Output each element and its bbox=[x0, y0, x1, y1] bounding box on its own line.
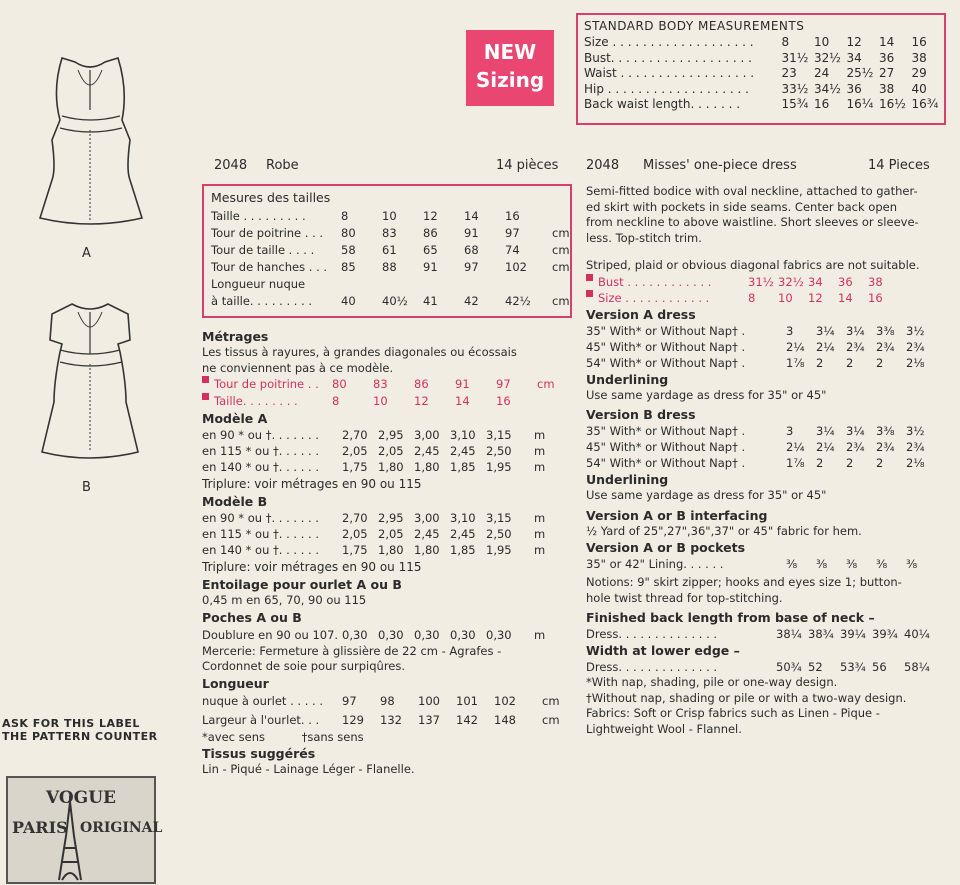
row-value: 0,30 bbox=[414, 627, 440, 642]
row-unit: cm bbox=[537, 377, 555, 391]
row-value: 80 bbox=[332, 377, 347, 391]
row-value: 1,85 bbox=[450, 543, 476, 557]
row-value: 16 bbox=[868, 290, 883, 305]
table-row bbox=[202, 626, 572, 644]
fr-mesures-table bbox=[211, 208, 570, 310]
table-row bbox=[202, 376, 572, 393]
row-value: 2,50 bbox=[486, 527, 512, 541]
standard-row bbox=[584, 97, 944, 113]
row-value: 32½ bbox=[778, 274, 804, 289]
row-label: en 115 * ou †. . . . . . bbox=[202, 444, 319, 458]
row-value: 91 bbox=[455, 377, 470, 391]
row-value: 12 bbox=[414, 394, 429, 408]
fr-sens-a: *avec sens bbox=[202, 729, 266, 744]
standard-row bbox=[584, 51, 944, 67]
row-value: 2¼ bbox=[786, 339, 805, 354]
table-row bbox=[586, 355, 956, 371]
en-width-title: Width at lower edge – bbox=[586, 643, 740, 658]
row-value: 2¾ bbox=[876, 339, 895, 354]
en-pink-rows bbox=[586, 274, 956, 306]
row-value: 129 bbox=[342, 712, 364, 727]
table-row bbox=[211, 293, 570, 310]
row-value: 137 bbox=[418, 712, 440, 727]
row-value: 40¼ bbox=[904, 627, 930, 641]
row-value: 2,05 bbox=[342, 527, 368, 541]
row-value: 53¾ bbox=[840, 660, 866, 674]
row-label: à taille. . . . . . . . . bbox=[211, 294, 313, 308]
row-value: 16 bbox=[814, 97, 830, 111]
row-value: 58 bbox=[341, 243, 356, 257]
row-value: 2,05 bbox=[378, 444, 404, 458]
table-row bbox=[202, 542, 572, 558]
row-value: 2¾ bbox=[906, 440, 925, 454]
fr-mercerie: Mercerie: Fermeture à glissière de 22 cm - Agrafes - bbox=[202, 643, 502, 658]
row-label: Largeur à l'ourlet. . . bbox=[202, 712, 320, 727]
fr-triplure-a: Triplure: voir métrages en 90 ou 115 bbox=[202, 477, 422, 491]
eiffel-tower-icon bbox=[56, 796, 84, 882]
standard-measurements-box bbox=[576, 13, 946, 125]
row-value: 1,80 bbox=[378, 460, 404, 474]
row-value: 2,45 bbox=[450, 444, 476, 458]
row-value: 36 bbox=[846, 81, 862, 96]
row-value: 0,30 bbox=[342, 627, 368, 642]
row-value: 83 bbox=[373, 377, 388, 391]
en-pockets-title: Version A or B pockets bbox=[586, 540, 746, 555]
row-value: 34 bbox=[846, 50, 862, 65]
fr-poches-title: Poches A ou B bbox=[202, 609, 302, 625]
table-row bbox=[202, 510, 572, 526]
row-value: 2,45 bbox=[414, 444, 440, 458]
en-back-length-title: Finished back length from base of neck – bbox=[586, 610, 875, 625]
table-row bbox=[211, 208, 570, 225]
table-row bbox=[202, 459, 572, 475]
row-value: 1,80 bbox=[414, 460, 440, 474]
en-body: Semi-fitted bodice with oval neckline, attached to gather- ed skirt with pockets in side seams. Center back open from neckline to above waistline. Short sleeves or sleeve- less. Top-stitch trim. Striped, plaid or obvious diagonal fabrics are not suitable. Bust . . . . . . . . . . . . 31½ 32½ 34 36 38 Size . . . . . . . . . . . . 8 10 12 14 16 Version A dress 35" With* or Without Nap† . 3 3¼ 3¼ 3⅜ 3½ 45" With* or Without Nap† . 2¼ 2¼ 2¾ 2¾ 2¾ 54" With* or Without Nap† . 1⅞ 2 2 2 2⅛ Underlining Use same yardage as dress for 35" or 45" Version B dress 35" With* or Without Nap† . 3 3¼ 3¼ 3⅜ 3½ 45" With* or Without Nap† . 2¼ 2¼ 2¾ 2¾ 2¾ 54" With* or Without Nap† . 1⅞ 2 2 2 2⅛ Underlining Use same yardage as dress for 35" or 45" Version A or B interfacing ½ Yard of 25",27",36",37" or 45" fabric for hem. Version A or B pockets 35" or 42" Lining. . . . . . ⅜ ⅜ ⅜ ⅜ ⅜ Notions: 9" skirt zipper; hooks and eyes size 1; button- hole twist thread for top-stitching. Finished back length from base of neck – Dress. . . . . . . . . . . . . . 38¼ 38¾ 39¼ 39¾ 40¼ Width at lower edge – Dress. . . . . . . . . . . . . . 50¾ 52 53¾ 56 58¼ *With nap, shading, pile or one-way design. †Without nap, shading or pile or with a two-way design. Fabrics: Soft or Crisp fabrics such as Linen - Pique - Lightweight Wool - Flannel. bbox=[586, 184, 956, 737]
row-value: 15¾ bbox=[781, 97, 809, 111]
row-value: 32½ bbox=[814, 50, 841, 65]
row-value: 41 bbox=[423, 294, 438, 308]
row-value: 14 bbox=[878, 35, 895, 49]
fr-pattern-number: 2048 bbox=[214, 158, 248, 173]
row-value: ⅜ bbox=[816, 557, 828, 571]
en-fabrics: Fabrics: Soft or Crisp fabrics such as Linen - Pique - bbox=[586, 706, 880, 720]
row-unit: m bbox=[534, 460, 546, 474]
row-value: 2,95 bbox=[378, 511, 404, 525]
row-value: ⅜ bbox=[786, 557, 798, 571]
row-label: Size . . . . . . . . . . . . . . . . . . . bbox=[584, 35, 754, 49]
row-value: 3 bbox=[786, 424, 794, 438]
table-row bbox=[202, 692, 572, 710]
row-value: 36 bbox=[878, 50, 895, 65]
row-value: 56 bbox=[872, 660, 887, 674]
row-value: 10 bbox=[382, 209, 397, 223]
row-value: 3,10 bbox=[450, 428, 476, 442]
table-row bbox=[211, 259, 570, 276]
table-row bbox=[586, 439, 956, 455]
row-value: 8 bbox=[748, 290, 756, 305]
row-value: 1⅞ bbox=[786, 456, 805, 470]
row-value: 1,80 bbox=[378, 543, 404, 557]
row-value: 3,15 bbox=[486, 511, 512, 525]
row-value: 39¼ bbox=[840, 627, 866, 641]
vogue-paris-original-logo: VOGUE PARIS ORIGINAL bbox=[6, 776, 156, 884]
row-value: ⅜ bbox=[906, 557, 918, 571]
en-unsuitable: Striped, plaid or obvious diagonal fabrics are not suitable. bbox=[586, 258, 920, 272]
row-unit: m bbox=[534, 627, 546, 642]
table-row bbox=[202, 427, 572, 443]
row-value: 10 bbox=[778, 290, 793, 305]
row-value: 2 bbox=[816, 355, 824, 370]
row-value: 27 bbox=[878, 66, 895, 80]
bullet-square-icon bbox=[202, 376, 209, 383]
row-label: en 90 * ou †. . . . . . . bbox=[202, 428, 319, 442]
en-version-a: Version A dress bbox=[586, 306, 696, 322]
row-value: 91 bbox=[464, 226, 479, 240]
row-label: 54" With* or Without Nap† . bbox=[586, 355, 746, 370]
row-label: Tour de hanches . . . bbox=[211, 260, 328, 274]
row-value: 1,95 bbox=[486, 460, 512, 474]
row-value: 1,85 bbox=[450, 460, 476, 474]
row-unit: m bbox=[534, 543, 546, 557]
row-label: Tour de taille . . . . bbox=[211, 243, 315, 257]
sketch-b-label: B bbox=[82, 480, 91, 495]
row-value: 25½ bbox=[846, 66, 874, 80]
row-value: 100 bbox=[418, 693, 440, 708]
row-value: 2,45 bbox=[450, 527, 476, 541]
fr-longueur-title: Longueur bbox=[202, 675, 269, 691]
en-interfacing-title: Version A or B interfacing bbox=[586, 507, 768, 523]
row-unit: cm bbox=[552, 294, 570, 308]
row-value: 58¼ bbox=[904, 660, 930, 674]
standard-row bbox=[584, 82, 944, 98]
row-value bbox=[505, 276, 546, 293]
row-value: 16¼ bbox=[846, 97, 874, 111]
row-value: 38 bbox=[868, 274, 883, 289]
row-value: 16 bbox=[496, 394, 511, 408]
row-value: 1,95 bbox=[486, 543, 512, 557]
table-row bbox=[211, 225, 570, 242]
row-value: 8 bbox=[332, 394, 340, 408]
row-value: 86 bbox=[423, 226, 438, 240]
row-value: 40 bbox=[341, 294, 356, 308]
row-value: 2¼ bbox=[786, 440, 805, 454]
row-value: 14 bbox=[455, 394, 470, 408]
row-value: 3¼ bbox=[816, 424, 835, 438]
row-value: 23 bbox=[781, 66, 797, 80]
row-value: 34 bbox=[808, 274, 823, 289]
fr-body: Métrages Les tissus à rayures, à grandes diagonales ou écossais ne conviennent pas à ce modèle. Tour de poitrine . . 80 83 86 91 97 cm Taille. . . . . . . . 8 10 12 14 16 Modèle A en 90 * ou †. . . . . . . 2,70 2,95 3,00 3,10 3,15 m en 115 * ou †. . . . . . 2,05 2,05 2,45 2,45 2,50 m en 140 * ou †. . . . . . 1,75 1,80 1,80 1,85 1,95 m Triplure: voir métrages en 90 ou 115 Modèle B en 90 * ou †. . . . . . . 2,70 2,95 3,00 3,10 3,15 m en 115 * ou †. . . . . . 2,05 2,05 2,45 2,45 2,50 m en 140 * ou †. . . . . . 1,75 1,80 1,80 1,85 1,95 m Triplure: voir métrages en 90 ou 115 Entoilage pour ourlet A ou B 0,45 m en 65, 70, 90 ou 115 Poches A ou B Doublure en 90 ou 107. 0,30 0,30 0,30 0,30 0,30 m Mercerie: Fermeture à glissière de 22 cm - Agrafes - Cordonnet de soie pour surpiqûres. Longueur nuque à ourlet . . . . . 97 98 100 101 102 cm Largeur à l'ourlet. . . 129 132 137 142 148 cm *avec sens †sans sens Tissus suggérés Lin - Piqué - Lainage Léger - Flanelle. bbox=[202, 328, 572, 778]
row-value: 2¾ bbox=[846, 440, 865, 454]
row-value: 31½ bbox=[748, 274, 774, 289]
row-value: 12 bbox=[808, 290, 823, 305]
row-value: 38¼ bbox=[776, 627, 802, 641]
row-value: 2⅛ bbox=[906, 456, 925, 470]
en-version-b: Version B dress bbox=[586, 407, 696, 422]
dress-a-sketch bbox=[30, 50, 150, 240]
row-value: 38¾ bbox=[808, 627, 834, 641]
row-value: 2,45 bbox=[414, 527, 440, 541]
dress-b-sketch bbox=[30, 292, 150, 472]
standard-title: STANDARD BODY MEASUREMENTS bbox=[584, 19, 805, 33]
row-value: 38 bbox=[911, 50, 927, 65]
table-row bbox=[586, 323, 956, 339]
row-value: 101 bbox=[456, 693, 478, 708]
bullet-square-icon bbox=[202, 393, 209, 400]
en-pattern-name: Misses' one-piece dress bbox=[643, 158, 797, 173]
fr-pink-rows bbox=[202, 376, 572, 410]
row-label: Tour de poitrine . . bbox=[214, 377, 319, 391]
row-value: 2,70 bbox=[342, 511, 368, 525]
row-unit: m bbox=[534, 511, 546, 525]
en-description: Semi-fitted bodice with oval neckline, attached to gather- bbox=[586, 184, 918, 198]
row-value: 42 bbox=[464, 294, 479, 308]
row-value: 0,30 bbox=[486, 627, 512, 642]
row-value: 39¾ bbox=[872, 627, 898, 641]
row-label: Taille. . . . . . . . bbox=[214, 394, 298, 408]
row-label: Taille . . . . . . . . . bbox=[211, 209, 306, 223]
fr-sens-b: †sans sens bbox=[301, 729, 364, 744]
row-unit: cm bbox=[542, 712, 560, 727]
row-label: Hip . . . . . . . . . . . . . . . . . . . bbox=[584, 81, 749, 96]
row-value: 2 bbox=[846, 456, 854, 470]
row-value: 2,95 bbox=[378, 428, 404, 442]
table-row bbox=[202, 710, 572, 730]
en-nap-with: *With nap, shading, pile or one-way design. bbox=[586, 675, 838, 689]
row-value: 1,75 bbox=[342, 460, 368, 474]
row-value: 16 bbox=[911, 35, 927, 49]
standard-row bbox=[584, 66, 944, 82]
row-value: ⅜ bbox=[846, 557, 858, 571]
en-pieces: 14 Pieces bbox=[868, 158, 930, 173]
row-value: 2,70 bbox=[342, 428, 368, 442]
row-label: 35" With* or Without Nap† . bbox=[586, 323, 746, 338]
row-unit: cm bbox=[542, 693, 560, 708]
fr-metrages-title: Métrages bbox=[202, 329, 269, 344]
row-value: 10 bbox=[814, 35, 830, 49]
row-label: 35" With* or Without Nap† . bbox=[586, 424, 746, 438]
row-label: Longueur nuque bbox=[211, 277, 306, 291]
row-value: 2,05 bbox=[378, 527, 404, 541]
row-value: 50¾ bbox=[776, 660, 802, 674]
table-row bbox=[586, 423, 956, 439]
row-value: 2 bbox=[876, 456, 884, 470]
standard-row bbox=[584, 35, 944, 51]
row-label: 54" With* or Without Nap† . bbox=[586, 456, 746, 470]
table-row bbox=[586, 455, 956, 471]
row-value: 3,00 bbox=[414, 511, 440, 525]
label-note: ASK FOR THIS LABEL THE PATTERN COUNTER bbox=[2, 717, 158, 743]
standard-table bbox=[584, 35, 944, 113]
row-label: en 140 * ou †. . . . . . bbox=[202, 543, 319, 557]
row-value: 91 bbox=[423, 260, 438, 274]
table-row bbox=[586, 290, 956, 306]
new-sizing-badge: NEW Sizing bbox=[466, 30, 554, 106]
row-value: 61 bbox=[382, 243, 397, 257]
row-label: Bust. . . . . . . . . . . . . . . . . . . bbox=[584, 50, 752, 65]
row-value: 86 bbox=[414, 377, 429, 391]
row-value: 2⅛ bbox=[906, 355, 925, 370]
row-value: 2 bbox=[846, 355, 854, 370]
row-value bbox=[423, 276, 464, 293]
row-value: 8 bbox=[341, 209, 349, 223]
fr-mesures-title: Mesures des tailles bbox=[211, 190, 331, 205]
fr-tissus-title: Tissus suggérés bbox=[202, 746, 316, 761]
row-value: 83 bbox=[382, 226, 397, 240]
table-row bbox=[202, 526, 572, 542]
row-value: 10 bbox=[373, 394, 388, 408]
fr-pattern-name: Robe bbox=[266, 158, 299, 173]
table-row bbox=[211, 276, 570, 293]
row-label: Doublure en 90 ou 107. bbox=[202, 627, 339, 642]
row-label: Dress. . . . . . . . . . . . . . bbox=[586, 660, 718, 674]
row-value: ⅜ bbox=[876, 557, 888, 571]
row-value: 85 bbox=[341, 260, 356, 274]
row-value: 1⅞ bbox=[786, 355, 805, 370]
row-value: 97 bbox=[505, 226, 520, 240]
row-value: 16 bbox=[505, 209, 520, 223]
row-value: 2¾ bbox=[906, 339, 925, 354]
row-value: 2¼ bbox=[816, 339, 835, 354]
bullet-square-icon bbox=[586, 290, 593, 297]
row-label: en 140 * ou †. . . . . . bbox=[202, 460, 319, 474]
row-value: 1,75 bbox=[342, 543, 368, 557]
row-label: en 90 * ou †. . . . . . . bbox=[202, 511, 319, 525]
row-value: 97 bbox=[496, 377, 511, 391]
fr-modele-b: Modèle B bbox=[202, 494, 268, 509]
sketch-a-label: A bbox=[82, 246, 91, 261]
row-value: 3⅜ bbox=[876, 424, 895, 438]
row-unit: cm bbox=[552, 243, 570, 257]
row-value: 148 bbox=[494, 712, 516, 727]
row-value: 3,10 bbox=[450, 511, 476, 525]
table-row bbox=[202, 393, 572, 410]
row-label: Dress. . . . . . . . . . . . . . bbox=[586, 627, 718, 641]
table-row bbox=[586, 274, 956, 290]
row-value: 97 bbox=[342, 693, 357, 708]
row-value: 2¼ bbox=[816, 440, 835, 454]
row-value: 2¾ bbox=[876, 440, 895, 454]
row-value: 12 bbox=[846, 35, 862, 49]
row-value: 3⅜ bbox=[876, 323, 895, 338]
row-value: 0,30 bbox=[450, 627, 476, 642]
row-value bbox=[341, 276, 382, 293]
row-value: 74 bbox=[505, 243, 520, 257]
row-value: 36 bbox=[838, 274, 853, 289]
row-value: 14 bbox=[464, 209, 479, 223]
row-value: 34½ bbox=[814, 81, 841, 96]
fr-entoilage-title: Entoilage pour ourlet A ou B bbox=[202, 577, 402, 592]
row-value: 3¼ bbox=[846, 424, 865, 438]
row-label: nuque à ourlet . . . . . bbox=[202, 693, 323, 708]
row-value: 3¼ bbox=[846, 323, 865, 338]
row-value: 2,50 bbox=[486, 444, 512, 458]
row-label: en 115 * ou †. . . . . . bbox=[202, 527, 319, 541]
row-value: 88 bbox=[382, 260, 397, 274]
row-unit: m bbox=[534, 444, 546, 458]
row-value: 42½ bbox=[505, 294, 531, 308]
table-row bbox=[586, 339, 956, 355]
row-value: 3½ bbox=[906, 424, 925, 438]
row-value bbox=[464, 276, 505, 293]
row-value: 97 bbox=[464, 260, 479, 274]
row-value: 2,05 bbox=[342, 444, 368, 458]
row-value: 102 bbox=[494, 693, 516, 708]
row-value: 2 bbox=[876, 355, 884, 370]
row-label: Tour de poitrine . . . bbox=[211, 226, 324, 240]
row-value: 40½ bbox=[382, 294, 408, 308]
row-value: 65 bbox=[423, 243, 438, 257]
row-label: Back waist length. . . . . . . bbox=[584, 97, 741, 111]
row-value: 142 bbox=[456, 712, 478, 727]
row-value: 68 bbox=[464, 243, 479, 257]
row-value: 12 bbox=[423, 209, 438, 223]
en-pattern-number: 2048 bbox=[586, 158, 620, 173]
row-unit: m bbox=[534, 428, 546, 442]
row-label: 45" With* or Without Nap† . bbox=[586, 339, 746, 354]
row-label: 35" or 42" Lining. . . . . . bbox=[586, 557, 724, 571]
table-row bbox=[211, 242, 570, 259]
row-value: 31½ bbox=[781, 50, 809, 65]
table-row bbox=[586, 626, 956, 642]
table-row bbox=[586, 556, 956, 572]
bullet-square-icon bbox=[586, 274, 593, 281]
row-value: 16¾ bbox=[911, 97, 939, 111]
row-value: 102 bbox=[505, 260, 527, 274]
row-value: 0,30 bbox=[378, 627, 404, 642]
row-value: 29 bbox=[911, 66, 927, 80]
row-unit: cm bbox=[552, 226, 570, 240]
row-value: 3,00 bbox=[414, 428, 440, 442]
row-value: 3¼ bbox=[816, 323, 835, 338]
row-value: 80 bbox=[341, 226, 356, 240]
row-value: 38 bbox=[878, 81, 895, 96]
row-value: 3,15 bbox=[486, 428, 512, 442]
row-value bbox=[382, 276, 423, 293]
row-value: 3 bbox=[786, 323, 794, 338]
fr-pieces: 14 pièces bbox=[496, 158, 559, 173]
row-value: 3½ bbox=[906, 323, 925, 338]
row-label: Bust . . . . . . . . . . . . bbox=[598, 274, 712, 289]
row-value: 14 bbox=[838, 290, 853, 305]
row-label: Size . . . . . . . . . . . . bbox=[598, 290, 710, 305]
row-value: 24 bbox=[814, 66, 830, 80]
fr-mesures-box bbox=[202, 184, 572, 318]
row-value: 2¾ bbox=[846, 339, 865, 354]
row-unit: cm bbox=[552, 260, 570, 274]
row-value: 8 bbox=[781, 35, 790, 49]
row-value: 40 bbox=[911, 81, 927, 96]
row-value: 1,80 bbox=[414, 543, 440, 557]
table-row bbox=[586, 659, 956, 675]
row-value: 52 bbox=[808, 660, 823, 674]
row-value: 2 bbox=[816, 456, 824, 470]
row-label: 45" With* or Without Nap† . bbox=[586, 440, 746, 454]
row-value: 33½ bbox=[781, 81, 809, 96]
en-notions: Notions: 9" skirt zipper; hooks and eyes size 1; button- bbox=[586, 575, 902, 589]
fr-modele-a: Modèle A bbox=[202, 411, 268, 426]
table-row bbox=[202, 443, 572, 459]
row-value: 98 bbox=[380, 693, 395, 708]
row-label: Waist . . . . . . . . . . . . . . . . . . bbox=[584, 66, 755, 80]
en-nap-without: †Without nap, shading or pile or with a two-way design. bbox=[586, 690, 907, 705]
row-value: 132 bbox=[380, 712, 402, 727]
row-value: 16½ bbox=[878, 97, 906, 111]
row-unit: m bbox=[534, 527, 546, 541]
fr-triplure-b: Triplure: voir métrages en 90 ou 115 bbox=[202, 560, 422, 574]
